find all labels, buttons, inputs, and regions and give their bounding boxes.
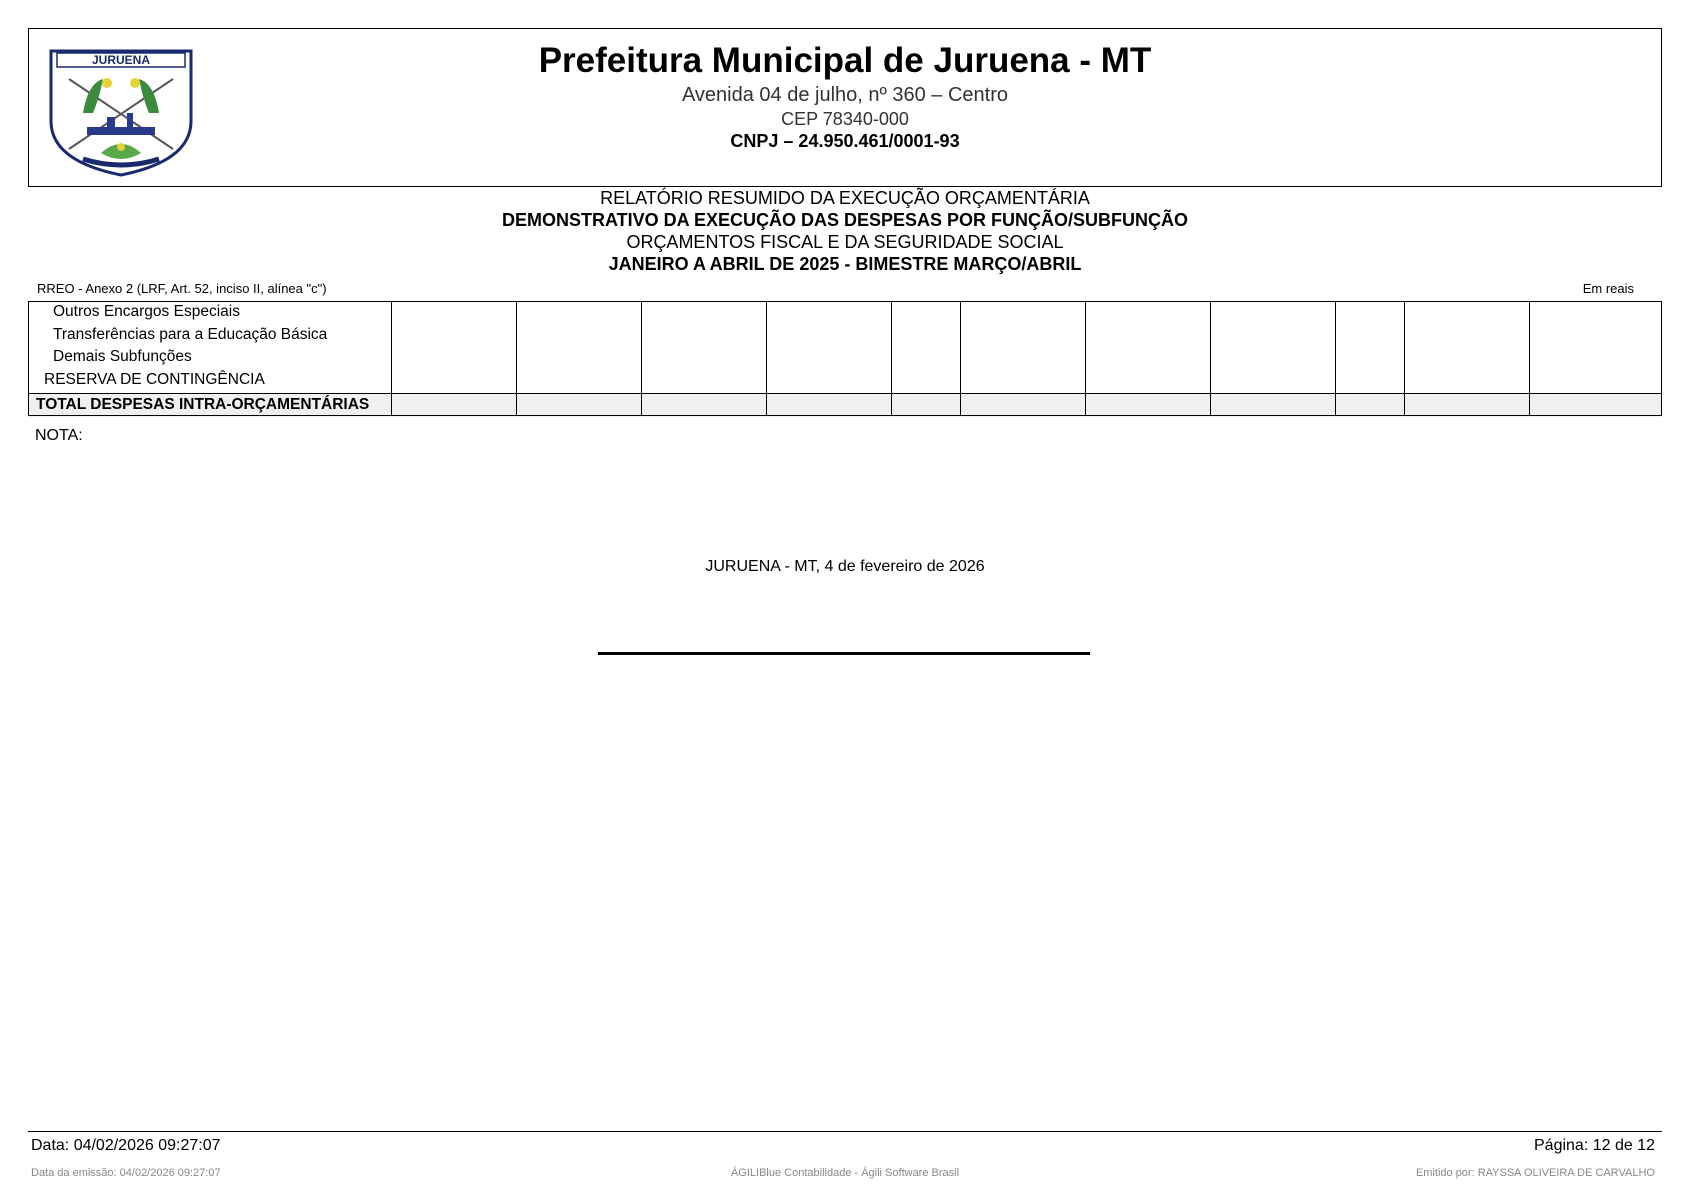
note-label: NOTA: bbox=[35, 427, 83, 444]
report-subtitle: DEMONSTRATIVO DA EXECUÇÃO DAS DESPESAS POR FUNÇÃO/SUBFUNÇÃO bbox=[501, 210, 1189, 230]
place-and-date: JURUENA - MT, 4 de fevereiro de 2026 bbox=[705, 558, 985, 575]
crest-label: JURUENA bbox=[91, 53, 151, 67]
column-divider bbox=[516, 301, 517, 416]
column-divider bbox=[1529, 301, 1530, 416]
software-credit: ÁGILIBlue Contabilidade - Ágili Software Brasil bbox=[730, 1167, 960, 1179]
expenses-table bbox=[28, 301, 1662, 416]
column-divider bbox=[1210, 301, 1211, 416]
letterhead bbox=[28, 28, 1662, 187]
footer-date: Data: 04/02/2026 09:27:07 bbox=[31, 1137, 221, 1154]
municipality-title: Prefeitura Municipal de Juruena - MT bbox=[538, 41, 1152, 80]
column-divider bbox=[1335, 301, 1336, 416]
municipality-cnpj: CNPJ – 24.950.461/0001-93 bbox=[730, 131, 960, 151]
annex-reference: RREO - Anexo 2 (LRF, Art. 52, inciso II, alínea "c") bbox=[37, 281, 327, 296]
table-row-label: Transferências para a Educação Básica bbox=[53, 326, 328, 343]
table-row-label: Demais Subfunções bbox=[53, 348, 192, 365]
currency-unit: Em reais bbox=[1582, 281, 1634, 296]
report-title: RELATÓRIO RESUMIDO DA EXECUÇÃO ORÇAMENTÁRIA bbox=[600, 188, 1090, 208]
column-divider bbox=[766, 301, 767, 416]
report-period: JANEIRO A ABRIL DE 2025 - BIMESTRE MARÇO/ABRIL bbox=[608, 254, 1082, 274]
column-divider bbox=[391, 301, 392, 416]
column-divider bbox=[641, 301, 642, 416]
municipality-cep: CEP 78340-000 bbox=[781, 109, 909, 129]
column-divider bbox=[960, 301, 961, 416]
column-divider bbox=[1085, 301, 1086, 416]
total-row-label: TOTAL DESPESAS INTRA-ORÇAMENTÁRIAS bbox=[36, 396, 370, 413]
report-scope: ORÇAMENTOS FISCAL E DA SEGURIDADE SOCIAL bbox=[626, 232, 1064, 252]
footer-divider bbox=[28, 1131, 1662, 1132]
signature-line bbox=[598, 652, 1090, 655]
page-number: Página: 12 de 12 bbox=[1534, 1137, 1655, 1154]
emitted-by: Emitido por: RAYSSA OLIVEIRA DE CARVALHO bbox=[1415, 1167, 1655, 1179]
table-row-label: Outros Encargos Especiais bbox=[53, 303, 240, 320]
emission-date: Data da emissão: 04/02/2026 09:27:07 bbox=[31, 1167, 221, 1179]
column-divider bbox=[891, 301, 892, 416]
municipality-address: Avenida 04 de julho, nº 360 – Centro bbox=[681, 84, 1009, 106]
table-row-label: RESERVA DE CONTINGÊNCIA bbox=[44, 371, 265, 388]
column-divider bbox=[1404, 301, 1405, 416]
